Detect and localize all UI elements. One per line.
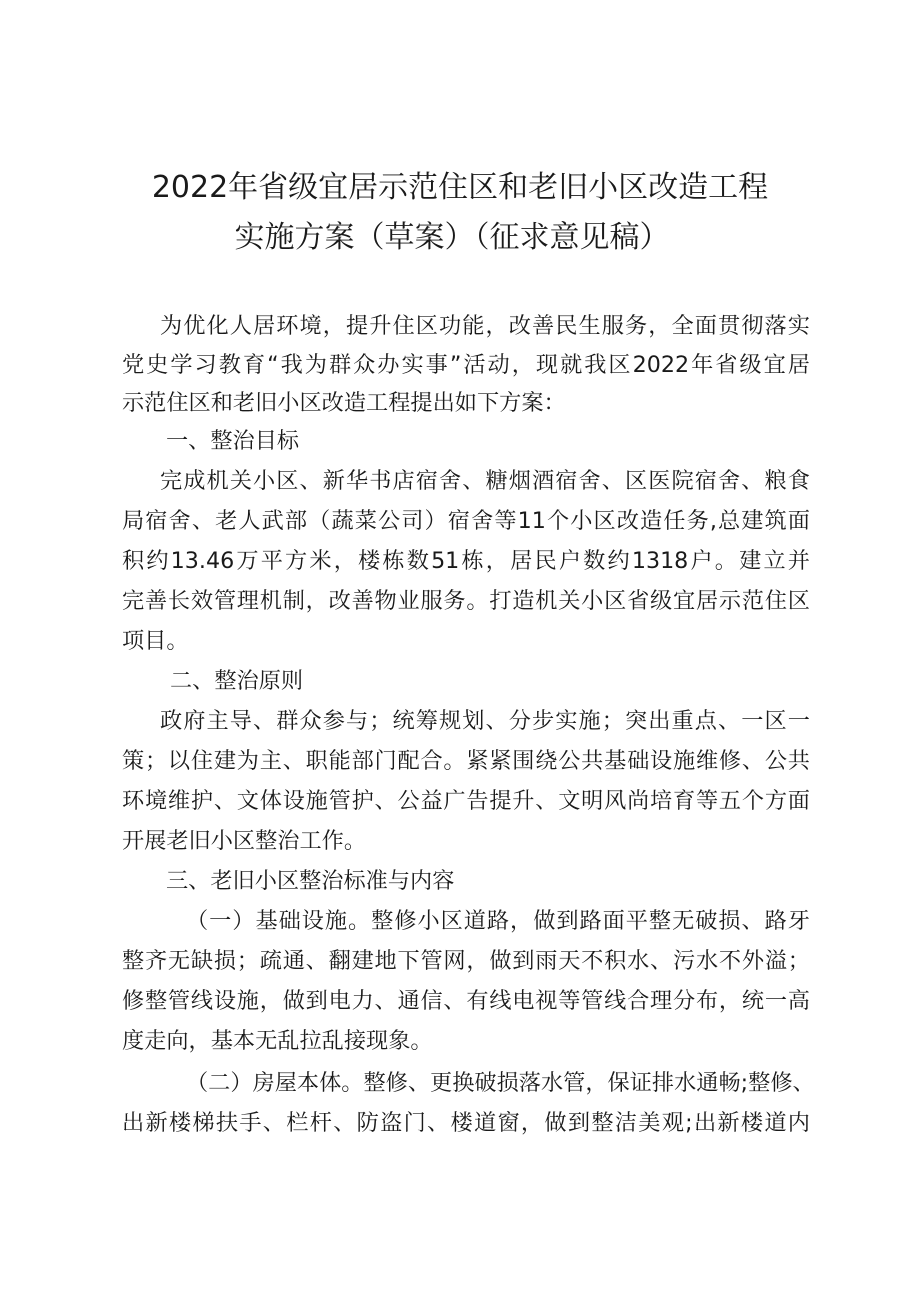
section-heading-goals: 一、整治目标 [166, 428, 300, 454]
intro-line: 党史学习教育“我为群众办实事”活动，现就我区2022年省级宜居 [122, 352, 810, 378]
section-heading-principles: 二、整治原则 [170, 668, 304, 694]
intro-line: 示范住区和老旧小区改造工程提出如下方案： [122, 390, 566, 416]
section-3-item-1-line: 整齐无缺损；疏通、翻建地下管网，做到雨天不积水、污水不外溢； [122, 948, 810, 974]
section-3-item-1-line: （一）基础设施。整修小区道路，做到路面平整无破损、路牙 [186, 908, 810, 934]
section-heading-standards: 三、老旧小区整治标准与内容 [166, 868, 455, 894]
section-3-item-1-line: 度走向，基本无乱拉乱接现象。 [122, 1028, 433, 1054]
section-3-item-1-line: 修整管线设施，做到电力、通信、有线电视等管线合理分布，统一高 [122, 988, 810, 1014]
section-3-item-2-line: 出新楼梯扶手、栏杆、防盗门、楼道窗，做到整洁美观;出新楼道内 [122, 1110, 810, 1136]
document-title-line-2: 实施方案（草案）（征求意见稿） [234, 220, 670, 255]
section-1-line: 完成机关小区、新华书店宿舍、糖烟酒宿舍、区医院宿舍、粮食 [160, 468, 810, 494]
section-1-line: 局宿舍、老人武部（蔬菜公司）宿舍等11个小区改造任务,总建筑面 [122, 508, 810, 534]
section-2-line: 环境维护、文体设施管护、公益广告提升、文明风尚培育等五个方面 [122, 788, 810, 814]
section-1-line: 项目。 [122, 628, 189, 654]
section-2-line: 开展老旧小区整治工作。 [122, 828, 367, 854]
document-title-line-1: 2022年省级宜居示范住区和老旧小区改造工程 [151, 170, 769, 205]
section-2-line: 策；以住建为主、职能部门配合。紧紧围绕公共基础设施维修、公共 [122, 748, 810, 774]
section-1-line: 完善长效管理机制，改善物业服务。打造机关小区省级宜居示范住区 [122, 588, 810, 614]
intro-line: 为优化人居环境，提升住区功能，改善民生服务，全面贯彻落实 [160, 313, 810, 339]
section-3-item-2-line: （二）房屋本体。整修、更换破损落水管，保证排水通畅;整修、 [186, 1070, 815, 1096]
section-1-line: 积约13.46万平方米，楼栋数51栋，居民户数约1318户。建立并 [122, 548, 810, 574]
section-2-line: 政府主导、群众参与；统筹规划、分步实施；突出重点、一区一 [160, 708, 810, 734]
